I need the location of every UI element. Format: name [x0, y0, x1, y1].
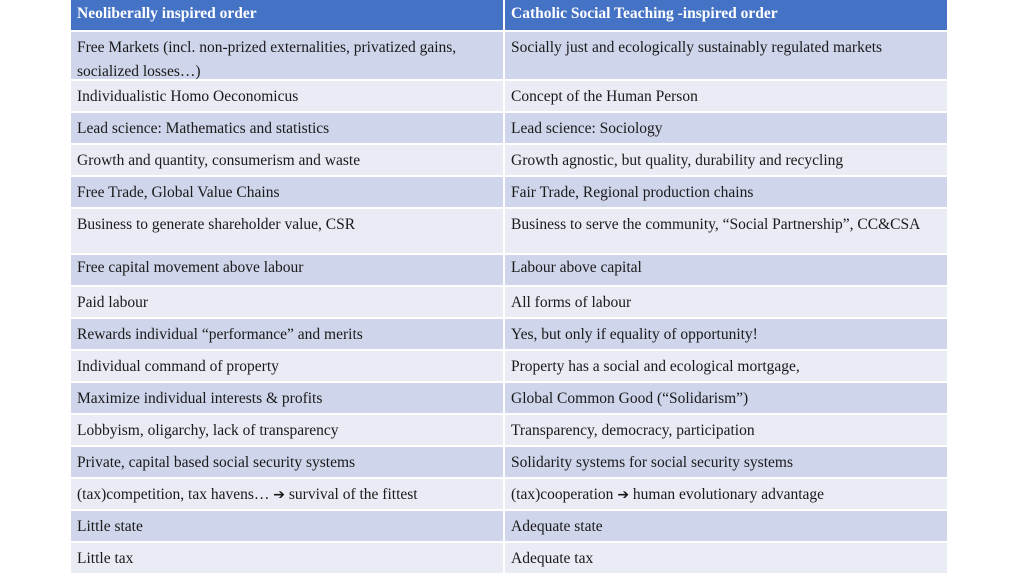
arrow-right-icon: ➔	[617, 487, 630, 503]
cell-cst: Socially just and ecologically sustainably regulated markets	[511, 39, 883, 56]
cell-neoliberal: Free Markets (incl. non-prized externalities, privatized gains, socialized losses…)	[71, 32, 505, 79]
table-row	[71, 511, 947, 543]
table-row	[71, 209, 947, 255]
cell-cst: Concept of the Human Person	[511, 88, 698, 105]
cell-cst: Labour above capital	[511, 259, 642, 276]
cell-neoliberal: Business to generate shareholder value, CSR	[71, 209, 505, 253]
cell-text: (tax)cooperation	[511, 486, 614, 503]
cell-neoliberal: Little state	[71, 511, 505, 541]
cell-neoliberal: Rewards individual “performance” and merits	[71, 319, 505, 349]
table-row	[71, 177, 947, 209]
table-row	[71, 319, 947, 351]
cell-cst: Adequate state	[511, 518, 603, 535]
cell-cst	[505, 479, 947, 509]
table-row	[71, 415, 947, 447]
cell-neoliberal: Free capital movement above labour	[71, 255, 505, 285]
table-row	[71, 351, 947, 383]
table-header	[71, 0, 947, 32]
header-catholic-social-teaching: Catholic Social Teaching -inspired order	[511, 5, 778, 22]
cell-text: survival of the fittest	[288, 486, 418, 503]
cell-neoliberal: Maximize individual interests & profits	[71, 383, 505, 413]
table-row	[71, 145, 947, 177]
cell-cst: Yes, but only if equality of opportunity!	[511, 326, 758, 343]
cell-cst: Global Common Good (“Solidarism”)	[511, 390, 749, 407]
arrow-right-icon: ➔	[273, 487, 286, 503]
cell-neoliberal: Little tax	[71, 543, 505, 573]
cell-cst: All forms of labour	[511, 294, 632, 311]
table-row	[71, 447, 947, 479]
cell-neoliberal: Individualistic Homo Oeconomicus	[71, 81, 505, 111]
cell-neoliberal: Free Trade, Global Value Chains	[71, 177, 505, 207]
comparison-table	[71, 0, 947, 575]
cell-cst: Business to serve the community, “Social Partnership”, CC&CSA	[511, 216, 921, 233]
cell-cst: Transparency, democracy, participation	[511, 422, 755, 439]
cell-neoliberal: Paid labour	[71, 287, 505, 317]
cell-neoliberal: Individual command of property	[71, 351, 505, 381]
cell-neoliberal: Growth and quantity, consumerism and waste	[71, 145, 505, 175]
table-row	[71, 287, 947, 319]
cell-cst: Property has a social and ecological mortgage,	[511, 358, 800, 375]
table-row	[71, 383, 947, 415]
cell-cst: Growth agnostic, but quality, durability and recycling	[511, 152, 844, 169]
cell-text: (tax)competition, tax havens…	[77, 486, 270, 503]
table-row	[71, 113, 947, 145]
cell-text: human evolutionary advantage	[632, 486, 825, 503]
table-row	[71, 543, 947, 575]
cell-cst: Fair Trade, Regional production chains	[511, 184, 754, 201]
table-row	[71, 81, 947, 113]
table-row	[71, 32, 947, 81]
cell-neoliberal: Private, capital based social security systems	[71, 447, 505, 477]
cell-neoliberal: Lobbyism, oligarchy, lack of transparency	[71, 415, 505, 445]
header-neoliberal: Neoliberally inspired order	[71, 0, 505, 30]
cell-neoliberal: Lead science: Mathematics and statistics	[71, 113, 505, 143]
cell-neoliberal	[71, 479, 505, 509]
cell-cst: Solidarity systems for social security systems	[511, 454, 793, 471]
table-row	[71, 255, 947, 287]
cell-cst: Lead science: Sociology	[511, 120, 663, 137]
cell-cst: Adequate tax	[511, 550, 594, 567]
table-row	[71, 479, 947, 511]
